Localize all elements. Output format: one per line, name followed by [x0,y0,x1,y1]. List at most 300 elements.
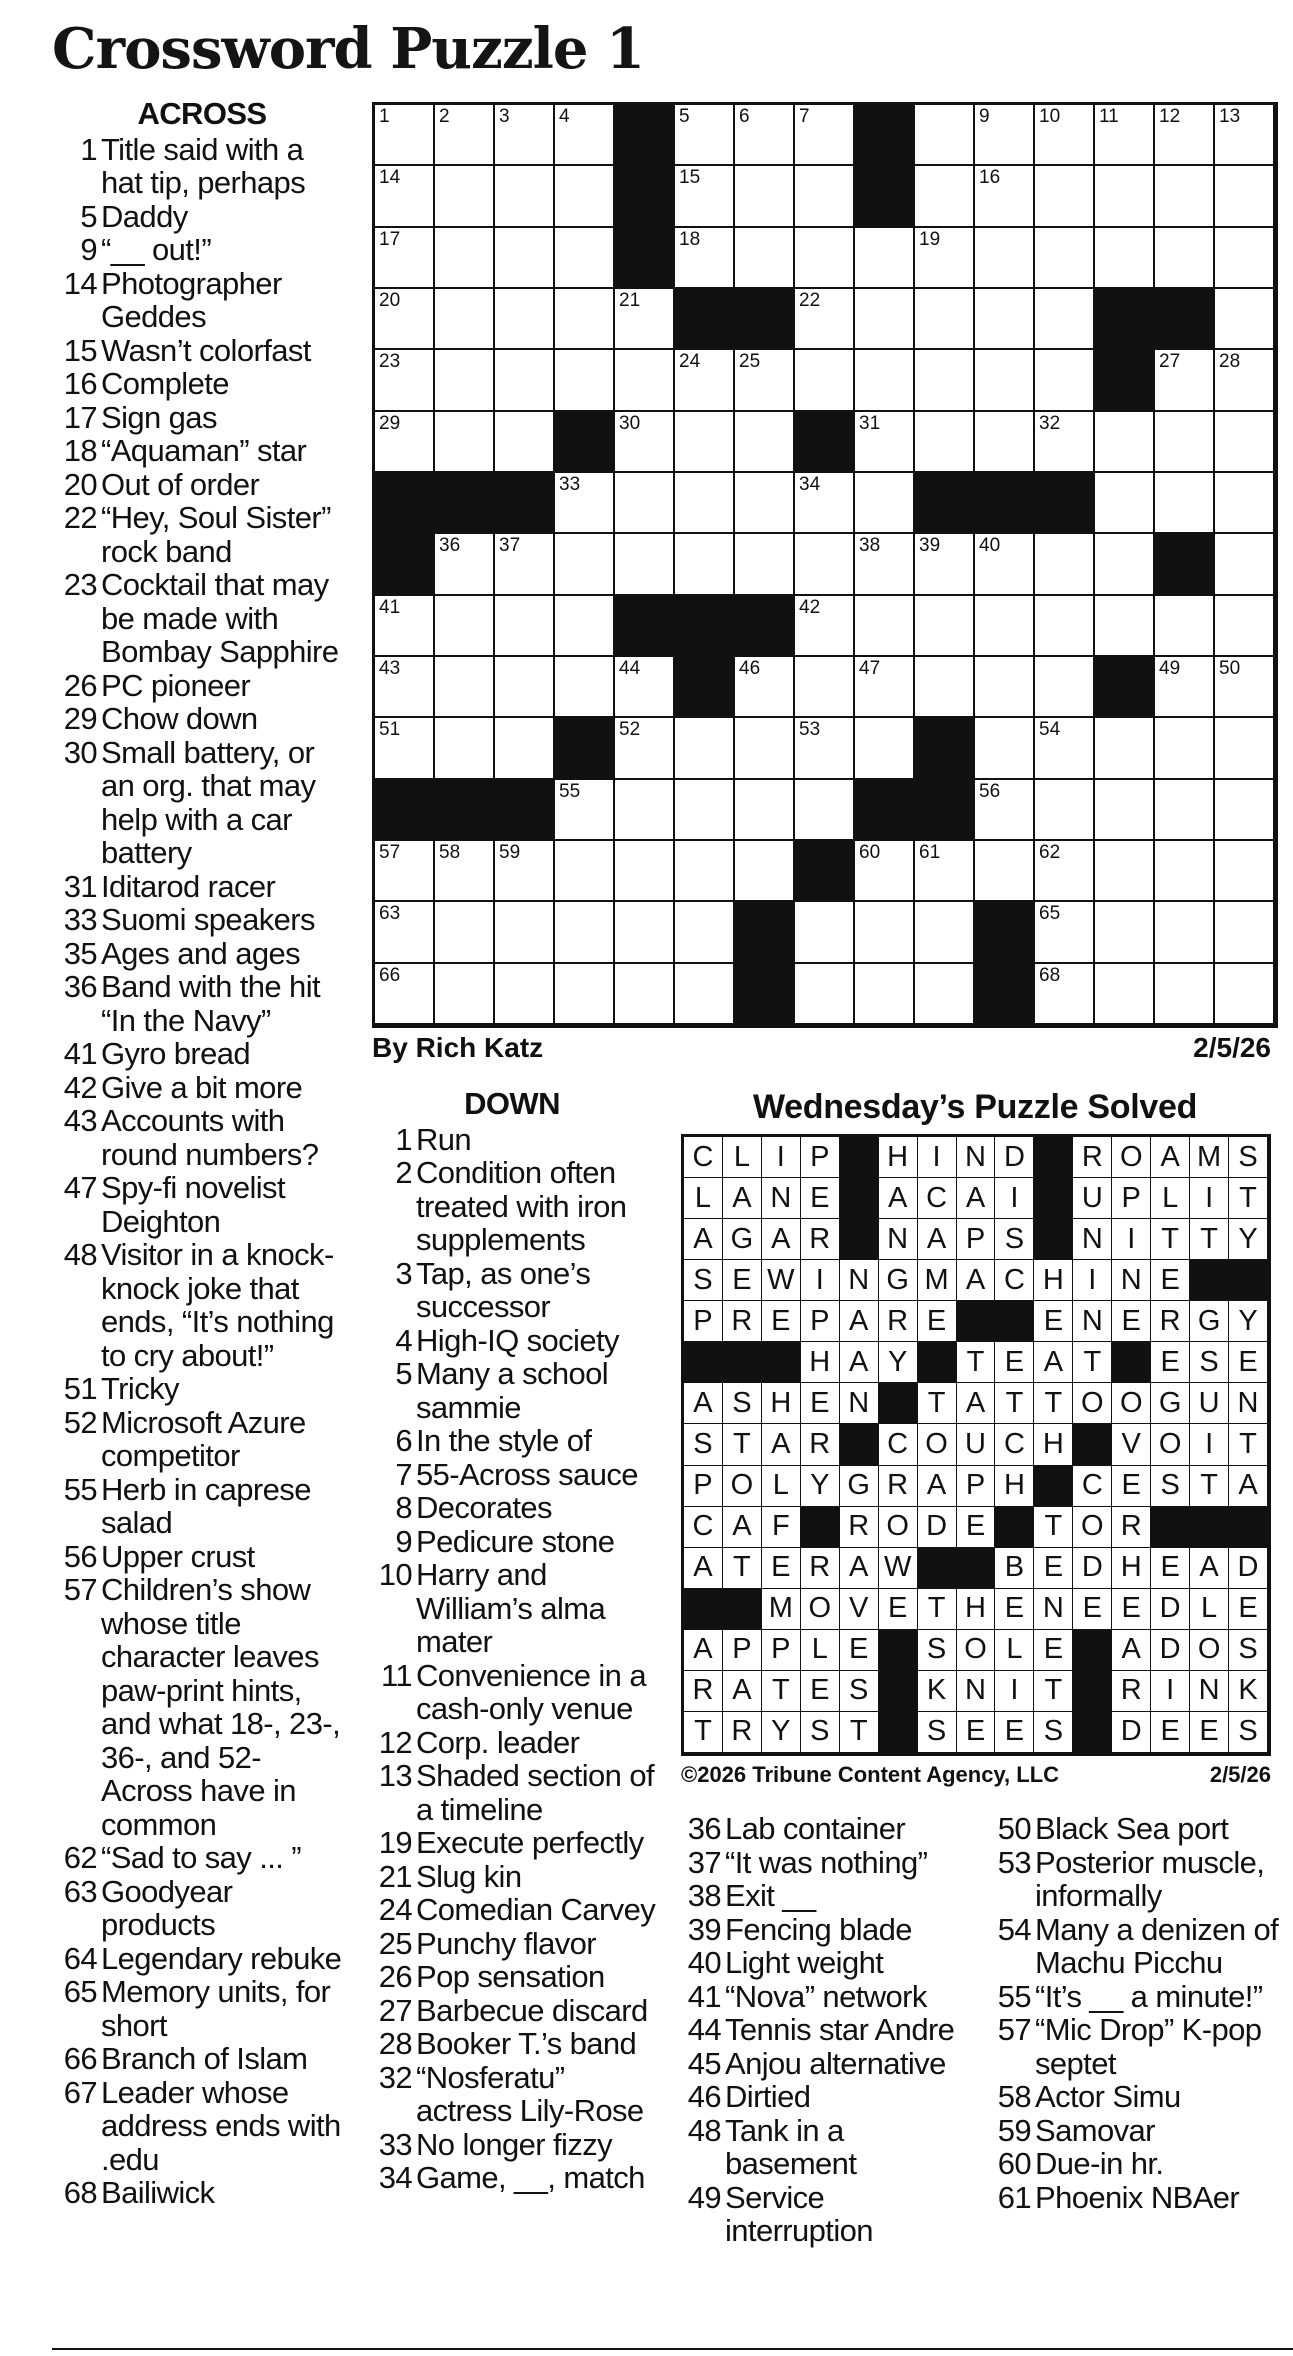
clue-number: 17 [63,399,97,435]
clue-item [52,1104,352,1171]
grid-cell[interactable] [375,289,435,350]
clue-text: Title said with a hat tip, perhaps [101,131,306,200]
grid-cell[interactable] [1215,964,1275,1025]
grid-cell[interactable] [855,596,915,657]
grid-cell[interactable] [1095,228,1155,289]
grid-cell[interactable] [975,350,1035,411]
grid-cell[interactable] [1215,228,1275,289]
solved-letter: O [1073,1507,1112,1548]
grid-cell[interactable] [1035,780,1095,841]
grid-cell[interactable] [1155,350,1215,411]
cell-number: 7 [799,106,810,127]
clue-item [52,669,352,703]
grid-cell[interactable] [795,718,855,779]
grid-cell[interactable] [975,166,1035,227]
grid-cell[interactable] [375,105,435,166]
solved-letter: V [1112,1424,1151,1465]
grid-cell[interactable] [675,718,735,779]
grid-cell[interactable] [435,228,495,289]
grid-cell[interactable] [855,228,915,289]
clue-text: Photographer Geddes [101,265,282,334]
grid-cell[interactable] [1035,841,1095,902]
grid-cell[interactable] [1215,289,1275,350]
clue-item [367,1860,657,1894]
solved-letter: I [995,1178,1034,1219]
solved-letter: T [918,1383,957,1424]
grid-cell[interactable] [375,412,435,473]
grid-cell[interactable] [1155,105,1215,166]
grid-cell[interactable] [975,412,1035,473]
grid-cell[interactable] [675,780,735,841]
grid-cell[interactable] [795,473,855,534]
clue-text: Sign gas [101,399,217,435]
grid-cell[interactable] [1035,596,1095,657]
grid-cell[interactable] [1035,166,1095,227]
grid-cell[interactable] [435,964,495,1025]
grid-cell[interactable] [615,841,675,902]
grid-cell[interactable] [855,289,915,350]
grid-cell[interactable] [915,289,975,350]
grid-cell[interactable] [1215,841,1275,902]
clue-text: Tricky [101,1371,179,1406]
solved-black-square [1034,1219,1073,1260]
grid-cell[interactable] [795,534,855,595]
grid-cell[interactable] [375,657,435,718]
solved-black-square [840,1137,879,1178]
solved-letter: T [1229,1424,1268,1465]
grid-cell[interactable] [1155,228,1215,289]
grid-cell[interactable] [555,596,615,657]
clue-item [367,2128,657,2162]
grid-cell[interactable] [1035,289,1095,350]
black-square [615,228,675,289]
grid-cell[interactable] [555,964,615,1025]
grid-cell[interactable] [495,718,555,779]
grid-cell[interactable] [1095,596,1155,657]
grid-cell[interactable] [495,350,555,411]
solved-letter: Y [879,1342,918,1383]
clue-number: 63 [63,1873,97,1909]
puzzle-date: 2/5/26 [1193,1032,1271,1063]
grid-cell[interactable] [555,780,615,841]
grid-cell[interactable] [1155,718,1215,779]
solved-letter: E [1034,1548,1073,1589]
grid-cell[interactable] [375,841,435,902]
clue-number: 10 [378,1557,412,1592]
grid-cell[interactable] [1215,350,1275,411]
grid-cell[interactable] [615,718,675,779]
cell-number: 6 [739,106,750,127]
solved-letter: I [918,1137,957,1178]
grid-cell[interactable] [1155,412,1215,473]
grid-cell[interactable] [555,841,615,902]
grid-cell[interactable] [1215,902,1275,963]
grid-cell[interactable] [915,596,975,657]
grid-cell[interactable] [375,166,435,227]
grid-cell[interactable] [1215,780,1275,841]
grid-cell[interactable] [495,964,555,1025]
grid-cell[interactable] [375,350,435,411]
grid-cell[interactable] [435,289,495,350]
grid-cell[interactable] [795,657,855,718]
clue-item [52,334,352,368]
solved-letter: W [879,1548,918,1589]
grid-cell[interactable] [1095,902,1155,963]
grid-cell[interactable] [555,166,615,227]
grid-cell[interactable] [1095,780,1155,841]
grid-cell[interactable] [915,902,975,963]
solved-black-square [723,1589,762,1630]
grid-cell[interactable] [435,166,495,227]
clue-text: Corp. leader [416,1724,580,1760]
grid-cell[interactable] [855,964,915,1025]
clue-item [52,401,352,435]
clue-text: 55-Across sauce [416,1456,638,1492]
grid-cell[interactable] [675,964,735,1025]
clue-item [367,1726,657,1760]
grid-cell[interactable] [1035,902,1095,963]
solved-black-square [1034,1178,1073,1219]
solved-letter: M [1190,1137,1229,1178]
solved-black-square [801,1507,840,1548]
grid-cell[interactable] [735,657,795,718]
grid-cell[interactable] [735,534,795,595]
grid-cell[interactable] [795,902,855,963]
solved-letter: T [762,1671,801,1712]
grid-cell[interactable] [915,166,975,227]
clue-number: 26 [63,667,97,703]
grid-cell[interactable] [1035,228,1095,289]
grid-cell[interactable] [1215,534,1275,595]
grid-cell[interactable] [615,350,675,411]
grid-cell[interactable] [975,841,1035,902]
solved-letter: T [723,1548,762,1589]
cell-number: 13 [1219,106,1241,127]
grid-cell[interactable] [495,902,555,963]
grid-cell[interactable] [1215,412,1275,473]
grid-cell[interactable] [1155,902,1215,963]
grid-cell[interactable] [675,534,735,595]
solved-letter: A [723,1671,762,1712]
grid-cell[interactable] [735,105,795,166]
cell-number: 63 [379,903,401,925]
grid-cell[interactable] [1095,105,1155,166]
solved-letter: G [723,1219,762,1260]
grid-cell[interactable] [855,350,915,411]
grid-cell[interactable] [735,841,795,902]
grid-cell[interactable] [735,718,795,779]
clue-text: Condition often treated with iron supplements [416,1155,627,1257]
grid-cell[interactable] [435,902,495,963]
clue-text: Branch of Islam [101,2041,308,2076]
clue-item [367,1424,657,1458]
grid-cell[interactable] [1095,473,1155,534]
grid-cell[interactable] [795,964,855,1025]
grid-cell[interactable] [555,350,615,411]
grid-cell[interactable] [555,289,615,350]
black-square [795,412,855,473]
grid-cell[interactable] [615,289,675,350]
grid-cell[interactable] [975,718,1035,779]
grid-cell[interactable] [495,657,555,718]
grid-cell[interactable] [435,841,495,902]
grid-cell[interactable] [615,657,675,718]
grid-cell[interactable] [795,166,855,227]
grid-cell[interactable] [675,473,735,534]
grid-cell[interactable] [675,412,735,473]
solved-black-square [995,1301,1034,1342]
black-square [615,105,675,166]
solved-letter: A [723,1178,762,1219]
grid-cell[interactable] [435,718,495,779]
grid-cell[interactable] [795,780,855,841]
grid-cell[interactable] [555,534,615,595]
cell-number: 31 [859,412,881,434]
solved-letter: R [1151,1301,1190,1342]
grid-cell[interactable] [915,412,975,473]
grid-cell[interactable] [555,902,615,963]
clue-number: 29 [63,701,97,736]
grid-cell[interactable] [1095,964,1155,1025]
clue-number: 28 [378,2026,412,2061]
grid-cell[interactable] [915,534,975,595]
solved-letter: E [1034,1301,1073,1342]
grid-cell[interactable] [975,105,1035,166]
grid-cell[interactable] [495,841,555,902]
solved-letter: A [840,1548,879,1589]
grid-cell[interactable] [495,105,555,166]
grid-cell[interactable] [855,902,915,963]
grid-cell[interactable] [1155,596,1215,657]
grid-cell[interactable] [795,289,855,350]
grid-cell[interactable] [975,780,1035,841]
solved-letter: N [1073,1219,1112,1260]
grid-cell[interactable] [1035,718,1095,779]
grid-cell[interactable] [495,412,555,473]
grid-cell[interactable] [555,473,615,534]
grid-cell[interactable] [975,228,1035,289]
grid-cell[interactable] [1035,534,1095,595]
solved-letter: R [723,1301,762,1342]
grid-cell[interactable] [795,350,855,411]
grid-cell[interactable] [735,350,795,411]
clue-item [52,267,352,334]
clue-number: 22 [63,500,97,535]
grid-cell[interactable] [615,534,675,595]
grid-cell[interactable] [915,228,975,289]
cell-number: 33 [559,473,581,495]
black-square [915,473,975,534]
grid-cell[interactable] [735,473,795,534]
grid-cell[interactable] [615,964,675,1025]
solved-black-square [840,1178,879,1219]
clue-item [52,1875,352,1942]
clue-text: High-IQ society [416,1322,619,1358]
grid-cell[interactable] [735,228,795,289]
grid-cell[interactable] [1215,166,1275,227]
solved-letter: T [1034,1671,1073,1712]
clue-item [367,1123,657,1157]
cell-number: 16 [979,167,1001,189]
grid-cell[interactable] [1155,657,1215,718]
grid-cell[interactable] [915,841,975,902]
cell-number: 25 [739,351,761,373]
grid-cell[interactable] [675,350,735,411]
grid-cell[interactable] [555,228,615,289]
solved-letter: I [1190,1424,1229,1465]
solved-letter: L [1190,1589,1229,1630]
clue-item [52,133,352,200]
grid-cell[interactable] [675,228,735,289]
grid-cell[interactable] [615,412,675,473]
solved-letter: O [1151,1424,1190,1465]
clue-number: 62 [63,1840,97,1875]
grid-cell[interactable] [435,596,495,657]
grid-cell[interactable] [1215,105,1275,166]
grid-cell[interactable] [855,412,915,473]
grid-cell[interactable] [435,105,495,166]
grid-cell[interactable] [1215,596,1275,657]
solved-letter: T [918,1589,957,1630]
grid-cell[interactable] [375,902,435,963]
clue-number: 2 [395,1155,412,1190]
solved-letter: T [1151,1219,1190,1260]
grid-cell[interactable] [915,105,975,166]
page-title: Crossword Puzzle 1 [52,16,644,82]
grid-cell[interactable] [435,350,495,411]
grid-cell[interactable] [495,289,555,350]
grid-cell[interactable] [1155,473,1215,534]
grid-cell[interactable] [495,596,555,657]
solved-letter: E [1151,1712,1190,1753]
clue-number: 55 [997,1978,1031,2014]
clue-number: 64 [63,1940,97,1976]
grid-cell[interactable] [375,718,435,779]
clue-text: Samovar [1035,2112,1155,2148]
solved-letter: C [879,1424,918,1465]
grid-cell[interactable] [1215,473,1275,534]
grid-cell[interactable] [615,902,675,963]
grid-cell[interactable] [1035,412,1095,473]
grid-cell[interactable] [1155,780,1215,841]
cell-number: 58 [439,841,461,863]
grid-cell[interactable] [915,657,975,718]
cell-number: 10 [1039,106,1061,127]
clue-item [52,1171,352,1238]
grid-cell[interactable] [495,534,555,595]
grid-cell[interactable] [1035,350,1095,411]
clue-number: 68 [63,2175,97,2210]
clue-text: Decorates [416,1490,552,1525]
grid-cell[interactable] [1155,166,1215,227]
grid-cell[interactable] [975,657,1035,718]
grid-cell[interactable] [1155,964,1215,1025]
grid-cell[interactable] [855,534,915,595]
clue-item [676,1946,976,1980]
grid-cell[interactable] [855,841,915,902]
grid-cell[interactable] [795,228,855,289]
grid-cell[interactable] [1215,657,1275,718]
grid-cell[interactable] [375,964,435,1025]
grid-cell[interactable] [795,596,855,657]
grid-cell[interactable] [675,841,735,902]
grid-cell[interactable] [675,166,735,227]
grid-cell[interactable] [555,105,615,166]
clue-text: In the style of [416,1423,592,1458]
grid-cell[interactable] [915,350,975,411]
grid-cell[interactable] [675,105,735,166]
clue-item [52,2076,352,2177]
grid-cell[interactable] [975,596,1035,657]
grid-cell[interactable] [1035,657,1095,718]
grid-cell[interactable] [375,228,435,289]
solved-black-square [723,1342,762,1383]
grid-cell[interactable] [615,780,675,841]
solved-puzzle-grid [681,1134,1271,1756]
grid-cell[interactable] [795,105,855,166]
grid-cell[interactable] [735,166,795,227]
grid-cell[interactable] [855,718,915,779]
grid-cell[interactable] [495,166,555,227]
cell-number: 42 [799,596,821,618]
clue-item [52,2176,352,2210]
clue-number: 45 [687,2045,721,2081]
cell-number: 46 [739,657,761,679]
grid-cell[interactable] [975,534,1035,595]
black-square [375,780,435,841]
grid-cell[interactable] [1035,964,1095,1025]
solved-black-square [762,1342,801,1383]
solved-letter: L [762,1466,801,1507]
cell-number: 30 [619,412,641,434]
grid-cell[interactable] [675,902,735,963]
grid-cell[interactable] [435,534,495,595]
grid-cell[interactable] [435,412,495,473]
solved-letter: P [801,1137,840,1178]
clue-item [367,1324,657,1358]
grid-cell[interactable] [615,473,675,534]
grid-cell[interactable] [1095,718,1155,779]
grid-cell[interactable] [435,657,495,718]
solved-letter: T [840,1712,879,1753]
grid-cell[interactable] [735,412,795,473]
solved-black-square [879,1712,918,1753]
clue-text: Barbecue discard [416,1992,648,2028]
grid-cell[interactable] [375,596,435,657]
solved-letter: G [879,1260,918,1301]
solved-letter: Y [1229,1301,1268,1342]
grid-cell[interactable] [1095,412,1155,473]
grid-cell[interactable] [555,657,615,718]
grid-cell[interactable] [1155,841,1215,902]
grid-cell[interactable] [1215,718,1275,779]
grid-cell[interactable] [495,228,555,289]
grid-cell[interactable] [1095,166,1155,227]
grid-cell[interactable] [1095,841,1155,902]
clue-item [367,1525,657,1559]
down-heading: DOWN [464,1086,560,1121]
solved-black-square [684,1342,723,1383]
clue-text: Tank in a basement [725,2112,857,2181]
grid-cell[interactable] [915,964,975,1025]
grid-cell[interactable] [735,780,795,841]
grid-cell[interactable] [1035,105,1095,166]
grid-cell[interactable] [975,289,1035,350]
grid-cell[interactable] [855,473,915,534]
clue-item [676,2114,976,2181]
grid-cell[interactable] [855,657,915,718]
grid-cell[interactable] [1095,534,1155,595]
